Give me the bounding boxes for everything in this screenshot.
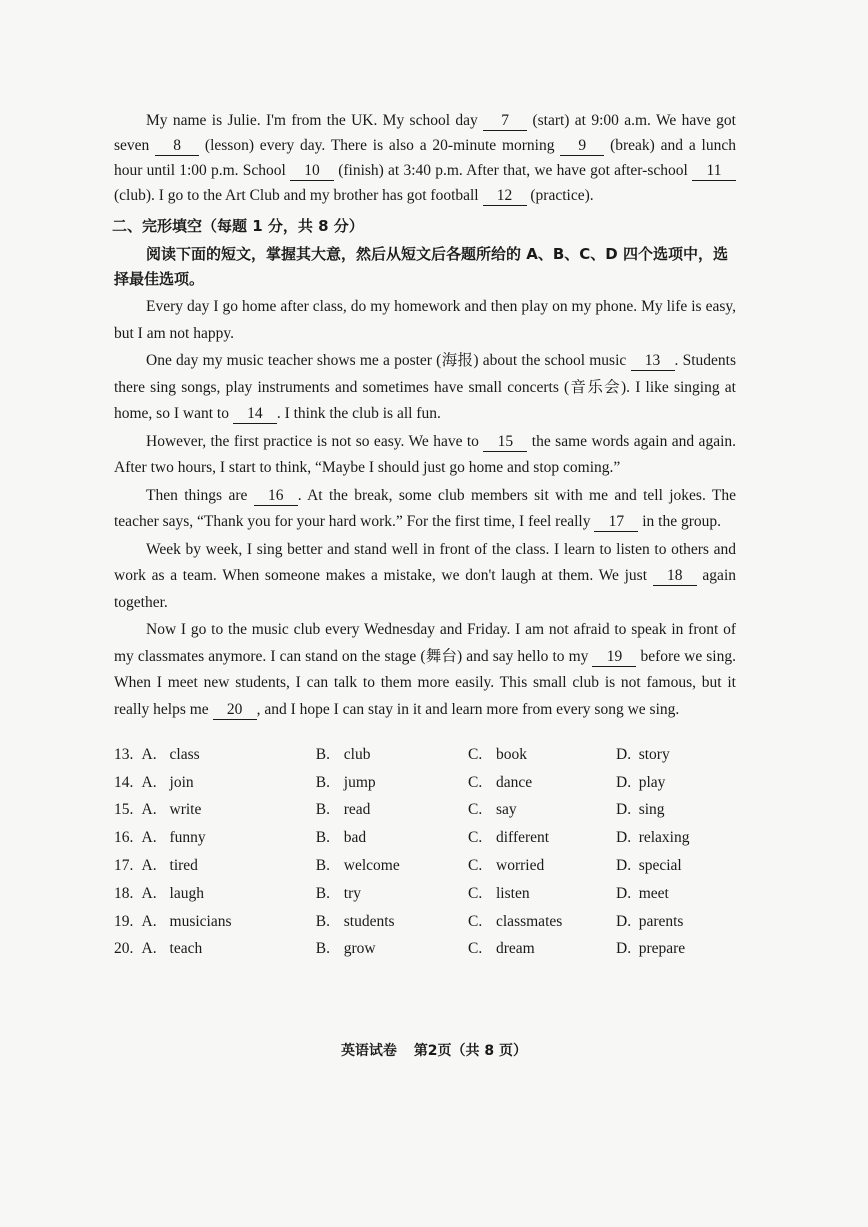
option-row	[114, 880, 736, 908]
question-number: 18.	[114, 884, 134, 902]
option-b[interactable]: B. grow	[315, 940, 376, 958]
cloze-paragraph-4: Then things are 16 . At the break, some club members sit with me and tell jokes. The teacher says, “Thank you for your hard work.” For the first time, I feel really 17 in the group.	[114, 486, 736, 530]
option-d[interactable]: D. play	[616, 773, 666, 791]
footer-page-number: 第2页（共 8 页）	[413, 1043, 528, 1059]
blank-19[interactable]: 19	[592, 648, 636, 667]
option-b[interactable]: B. jump	[315, 773, 376, 791]
option-row	[114, 936, 736, 964]
option-b[interactable]: B. welcome	[315, 857, 400, 875]
blank-20[interactable]: 20	[213, 701, 257, 720]
answer-options	[114, 741, 736, 963]
blank-13[interactable]: 13	[631, 352, 675, 371]
option-d[interactable]: D. meet	[616, 884, 669, 902]
blank-11[interactable]: 11	[692, 162, 736, 181]
cloze-paragraph-1: Every day I go home after class, do my homework and then play on my phone. My life is easy, but I am not happy.	[114, 298, 736, 342]
option-a[interactable]: A. musicians	[141, 912, 232, 930]
option-a[interactable]: A. laugh	[141, 884, 204, 902]
option-a[interactable]: A. class	[141, 745, 200, 763]
blank-15[interactable]: 15	[483, 433, 527, 452]
option-c[interactable]: C. dream	[468, 940, 535, 958]
option-c[interactable]: C. dance	[468, 773, 533, 791]
option-a[interactable]: A. join	[141, 773, 194, 791]
blank-18[interactable]: 18	[653, 567, 697, 586]
page-footer	[0, 1040, 868, 1060]
blank-7[interactable]: 7	[483, 112, 527, 131]
question-number: 19.	[114, 912, 134, 930]
blank-8[interactable]: 8	[155, 137, 199, 156]
blank-14[interactable]: 14	[233, 405, 277, 424]
option-b[interactable]: B. club	[315, 745, 371, 763]
option-b[interactable]: B. bad	[315, 829, 367, 847]
blank-9[interactable]: 9	[560, 137, 604, 156]
option-c[interactable]: C. worried	[468, 857, 545, 875]
option-row	[114, 797, 736, 825]
option-row	[114, 769, 736, 797]
question-number: 14.	[114, 773, 134, 791]
option-d[interactable]: D. relaxing	[616, 829, 690, 847]
cloze-paragraph-2: One day my music teacher shows me a poster (海报) about the school music 13 . Students there sing songs, play instruments and sometimes have small concerts (音乐会). I like singing at home, so I want to 14 . I think the club is all fun.	[114, 352, 736, 422]
cloze-paragraph-6: Now I go to the music club every Wednesday and Friday. I am not afraid to speak in front of my classmates anymore. I can stand on the stage (舞台) and say hello to my 19 before we sing. When I meet new students, I can talk to them more easily. This small club is not famous, but it really helps me 20 , and I hope I can stay in it and learn more from every song we sing.	[114, 621, 736, 718]
option-d[interactable]: D. prepare	[616, 940, 686, 958]
option-c[interactable]: C. say	[468, 801, 517, 819]
option-a[interactable]: A. teach	[141, 940, 203, 958]
option-d[interactable]: D. parents	[616, 912, 684, 930]
option-b[interactable]: B. read	[315, 801, 371, 819]
option-a[interactable]: A. write	[141, 801, 202, 819]
question-number: 15.	[114, 801, 134, 819]
cloze-paragraph-5: Week by week, I sing better and stand well in front of the class. I learn to listen to others and work as a team. When someone makes a mistake, we don't laugh at them. We just 18 again together.	[114, 540, 736, 611]
option-c[interactable]: C. classmates	[468, 912, 563, 930]
section-instruction: 阅读下面的短文，掌握其大意，然后从短文后各题所给的 A、B、C、D 四个选项中，选择最佳选项。	[114, 245, 728, 288]
question-number: 20.	[114, 940, 134, 958]
option-d[interactable]: D. special	[616, 857, 682, 875]
passage-school-day: My name is Julie. I'm from the UK. My school day 7 (start) at 9:00 a.m. We have got seven 8 (lesson) every day. There is also a 20-minute morning 9 (break) and a lunch hour until 1:00 p.m. School 10 (finish) at 3:40 p.m. After that, we have got after-school 11 (club). I go to the Art Club and my brother has got football 12 (practice).	[114, 112, 736, 204]
footer-subject: 英语试卷	[340, 1043, 397, 1059]
option-d[interactable]: D. story	[616, 745, 670, 763]
option-row	[114, 852, 736, 880]
option-b[interactable]: B. try	[315, 884, 361, 902]
blank-16[interactable]: 16	[254, 487, 298, 506]
blank-17[interactable]: 17	[594, 513, 638, 532]
option-a[interactable]: A. tired	[141, 857, 198, 875]
blank-10[interactable]: 10	[290, 162, 334, 181]
option-row	[114, 908, 736, 936]
option-d[interactable]: D. sing	[616, 801, 665, 819]
section-heading-cloze: 二、完形填空（每题 1 分，共 8 分）	[112, 217, 364, 235]
option-row	[114, 741, 736, 769]
question-number: 17.	[114, 857, 134, 875]
option-c[interactable]: C. listen	[468, 884, 530, 902]
option-c[interactable]: C. book	[468, 745, 527, 763]
question-number: 16.	[114, 829, 134, 847]
option-b[interactable]: B. students	[315, 912, 395, 930]
cloze-paragraph-3: However, the first practice is not so easy. We have to 15 the same words again and again. After two hours, I start to think, “Maybe I should just go home and stop coming.”	[114, 432, 737, 476]
question-number: 13.	[114, 745, 134, 763]
option-row	[114, 824, 736, 852]
option-a[interactable]: A. funny	[141, 829, 206, 847]
option-c[interactable]: C. different	[468, 829, 550, 847]
blank-12[interactable]: 12	[483, 187, 527, 206]
